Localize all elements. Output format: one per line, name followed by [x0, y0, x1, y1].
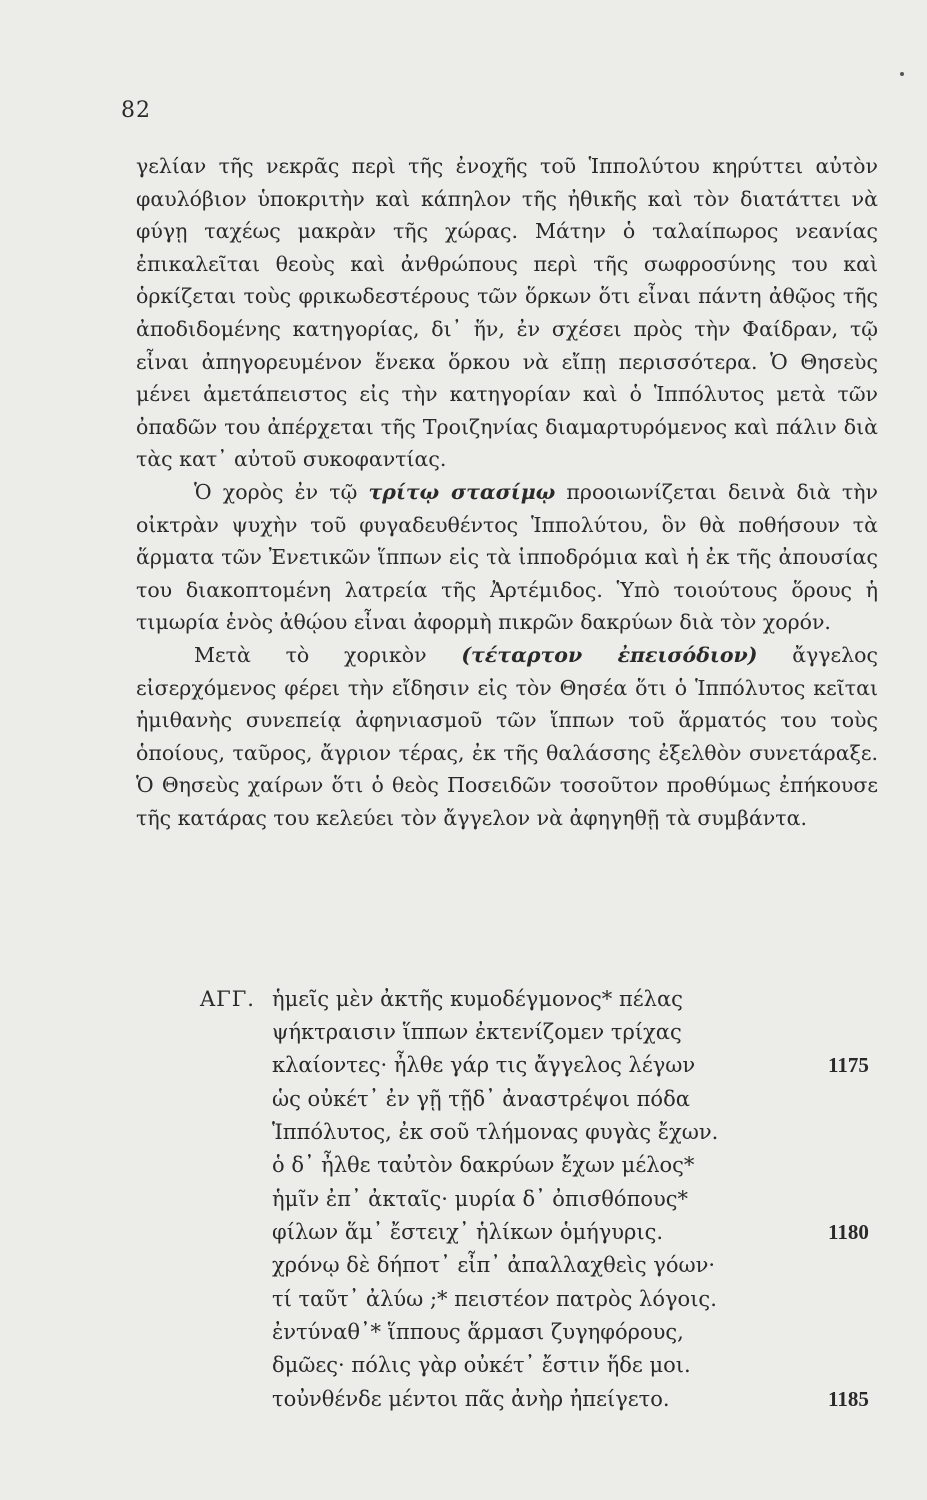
- line-number: 1175: [828, 1053, 869, 1077]
- line-number: 1185: [828, 1387, 869, 1411]
- speck-mark: [900, 72, 904, 76]
- paragraph-3-text-end: ἄγγελος εἰσερχόμενος φέρει τὴν εἴδησιν εἰς τὸν Θησέα ὅτι ὁ Ἱππόλυτος κεῖται ἡμιθανὴς συνεπείᾳ ἀφηνιασμοῦ τῶν ἵππων τοῦ ἅρματός του τοὺς ὁποίους, ταῦρος, ἄγριον τέρας, ἐκ τῆς θαλάσσης ἐξελθὸν συνετάραξε. Ὁ Θησεὺς χαίρων ὅτι ὁ θεὸς Ποσειδῶν τοσοῦτον προθύμως ἐπήκουσε τῆς κατάρας του κελεύει τὸν ἄγγελον νὰ ἀφηγηθῇ τὰ συμβάντα.: [136, 642, 878, 830]
- third-stasimon-term: τρίτῳ στασίμῳ: [368, 479, 556, 504]
- line-number: 1180: [828, 1220, 869, 1244]
- verse-line: κλαίοντες· ἦλθε γάρ τις ἄγγελος λέγων: [272, 1053, 696, 1077]
- verse-line: ψήκτραισιν ἵππων ἐκτενίζομεν τρίχας: [272, 1020, 682, 1044]
- verse-line: ἐντύναθ᾽* ἵππους ἅρμασι ζυγηφόρους,: [272, 1320, 684, 1344]
- paragraph-3-text-start: Μετὰ τὸ χορικὸν: [194, 642, 462, 667]
- page-number: 82: [121, 98, 151, 123]
- verse-line: ὡς οὐκέτ᾽ ἐν γῇ τῇδ᾽ ἀναστρέψοι πόδα: [272, 1087, 690, 1111]
- verse-line: τοὐνθένδε μέντοι πᾶς ἀνὴρ ἠπείγετο.: [272, 1387, 670, 1411]
- paragraph-3: [136, 639, 878, 835]
- paragraph-2: [136, 476, 878, 639]
- verse-line: ἡμῖν ἐπ᾽ ἀκταῖς· μυρία δ᾽ ὀπισθόπους*: [272, 1187, 689, 1211]
- paragraph-1: γελίαν τῆς νεκρᾶς περὶ τῆς ἐνοχῆς τοῦ Ἱππολύτου κηρύττει αὐτὸν φαυλόβιον ὑποκριτὴν καὶ κάπηλον τῆς ἠθικῆς καὶ τὸν διατάττει νὰ φύγῃ ταχέως μακρὰν τῆς χώρας. Μάτην ὁ ταλαίπωρος νεανίας ἐπικαλεῖται θεοὺς καὶ ἀνθρώπους περὶ τῆς σωφροσύνης του καὶ ὁρκίζεται τοὺς φρικωδεστέρους τῶν ὅρκων ὅτι εἶναι πάντη ἀθῷος τῆς ἀποδιδομένης κατηγορίας, δι᾽ ἥν, ἐν σχέσει πρὸς τὴν Φαίδραν, τῷ εἶναι ἀπηγορευμένον ἕνεκα ὅρκου νὰ εἴπῃ περισσότερα. Ὁ Θησεὺς μένει ἀμετάπειστος εἰς τὴν κατηγορίαν καὶ ὁ Ἱππόλυτος μετὰ τῶν ὀπαδῶν του ἀπέρχεται τῆς Τροιζηνίας διαμαρτυρόμενος καὶ πάλιν διὰ τὰς κατ᾽ αὐτοῦ συκοφαντίας.: [136, 154, 878, 472]
- verse-line: ἡμεῖς μὲν ἀκτῆς κυμοδέγμονος* πέλας: [272, 987, 683, 1011]
- fourth-episode-term: (τέταρτον ἐπεισόδιον): [461, 642, 758, 667]
- verse-line: χρόνῳ δὲ δήποτ᾽ εἶπ᾽ ἀπαλλαχθεὶς γόων·: [272, 1253, 716, 1277]
- paragraph-2-text-start: Ὁ χορὸς ἐν τῷ: [194, 479, 369, 504]
- verse-line: ὁ δ᾽ ἦλθε ταὐτὸν δακρύων ἔχων μέλος*: [272, 1153, 695, 1177]
- verse-line: φίλων ἅμ᾽ ἔστειχ᾽ ἡλίκων ὁμήγυρις.: [272, 1220, 664, 1244]
- verse-line: Ἱππόλυτος, ἐκ σοῦ τλήμονας φυγὰς ἔχων.: [272, 1120, 719, 1144]
- speaker-label: ΑΓΓ.: [200, 987, 255, 1011]
- verse-line: τί ταῦτ᾽ ἀλύω ;* πειστέον πατρὸς λόγοις.: [272, 1287, 717, 1311]
- prose-body: [136, 150, 878, 834]
- paragraph-2-text-end: προοιωνίζεται δεινὰ διὰ τὴν οἰκτρὰν ψυχὴν τοῦ φυγαδευθέντος Ἱππολύτου, ὃν θὰ ποθήσουν τὰ ἅρματα τῶν Ἐνετικῶν ἵππων εἰς τὰ ἱπποδρόμια καὶ ἡ ἐκ τῆς ἀπουσίας του διακοπτομένη λατρεία τῆς Ἀρτέμιδος. Ὑπὸ τοιούτους ὅρους ἡ τιμωρία ἑνὸς ἀθῴου εἶναι ἀφορμὴ πικρῶν δακρύων διὰ τὸν χορόν.: [136, 479, 878, 635]
- verse-line: δμῶες· πόλις γὰρ οὐκέτ᾽ ἔστιν ἥδε μοι.: [272, 1353, 691, 1377]
